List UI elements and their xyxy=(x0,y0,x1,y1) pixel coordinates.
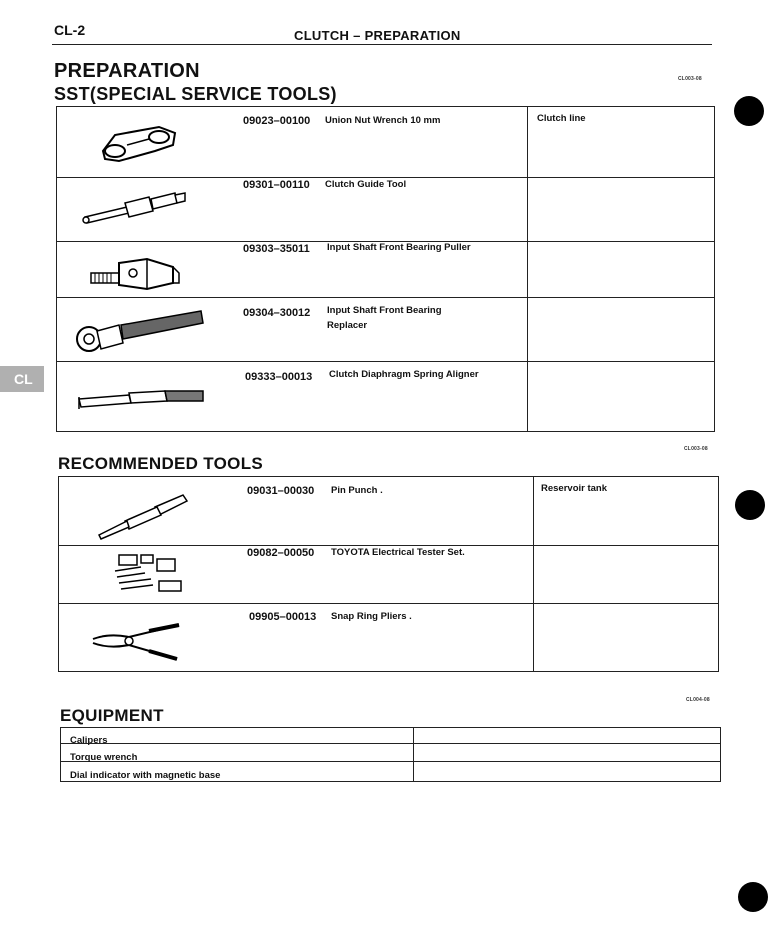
equipment-item: Calipers xyxy=(70,735,108,746)
bearing-replacer-illustration xyxy=(73,307,207,357)
row-divider xyxy=(61,761,720,762)
recommended-heading: RECOMMENDED TOOLS xyxy=(58,454,264,473)
header-rule xyxy=(52,44,712,45)
binder-hole xyxy=(734,96,764,126)
bearing-puller-illustration xyxy=(87,253,187,293)
column-divider xyxy=(527,107,528,431)
tool-description: Clutch Guide Tool xyxy=(325,179,407,190)
union-nut-wrench-illustration xyxy=(97,121,181,167)
part-number: 09333–00013 xyxy=(245,371,313,383)
section-title: CLUTCH – PREPARATION xyxy=(294,28,461,43)
equipment-item: Torque wrench xyxy=(70,752,138,763)
spring-aligner-illustration xyxy=(75,385,209,411)
tool-description: Pin Punch . xyxy=(331,485,383,496)
row-divider xyxy=(59,603,718,604)
row-divider xyxy=(61,743,720,744)
sst-heading: SST(SPECIAL SERVICE TOOLS) xyxy=(54,84,337,104)
tool-note: Clutch line xyxy=(537,113,586,124)
equipment-heading: EQUIPMENT xyxy=(60,706,164,725)
page-heading: PREPARATION xyxy=(54,60,200,82)
binder-hole xyxy=(738,882,768,912)
tool-description-line1: Input Shaft Front Bearing xyxy=(327,305,442,316)
part-number: 09905–00013 xyxy=(249,611,317,623)
pin-punch-illustration xyxy=(95,491,191,541)
clutch-guide-tool-illustration xyxy=(79,187,189,227)
equipment-item: Dial indicator with magnetic base xyxy=(70,770,221,781)
tool-description: Clutch Diaphragm Spring Aligner xyxy=(329,369,479,380)
equipment-ref-code: CL004-08 xyxy=(686,697,710,703)
column-divider xyxy=(533,477,534,671)
snap-ring-pliers-illustration xyxy=(89,619,185,663)
part-number: 09301–00110 xyxy=(243,179,310,191)
tool-description-line2: Replacer xyxy=(327,320,368,331)
part-number: 09304–30012 xyxy=(243,307,311,319)
recommended-table xyxy=(58,476,719,672)
part-number: 09023–00100 xyxy=(243,115,311,127)
tool-description: TOYOTA Electrical Tester Set. xyxy=(331,547,465,558)
sst-table xyxy=(56,106,715,432)
equipment-table xyxy=(60,727,721,782)
binder-hole xyxy=(735,490,765,520)
tool-description: Union Nut Wrench 10 mm xyxy=(325,115,441,126)
side-tab-cl: CL xyxy=(0,366,44,392)
part-number: 09082–00050 xyxy=(247,547,315,559)
row-divider xyxy=(57,361,714,362)
tool-description: Input Shaft Front Bearing Puller xyxy=(327,242,471,253)
part-number: 09031–00030 xyxy=(247,485,315,497)
tool-note: Reservoir tank xyxy=(541,483,608,494)
tester-set-illustration xyxy=(111,553,187,597)
part-number: 09303–35011 xyxy=(243,243,310,255)
row-divider xyxy=(57,297,714,298)
column-divider xyxy=(413,728,414,781)
sst-ref-code: CL003-08 xyxy=(678,76,702,82)
page-code: CL-2 xyxy=(54,22,86,38)
recommended-ref-code: CL003-08 xyxy=(684,446,708,452)
tool-description: Snap Ring Pliers . xyxy=(331,611,412,622)
